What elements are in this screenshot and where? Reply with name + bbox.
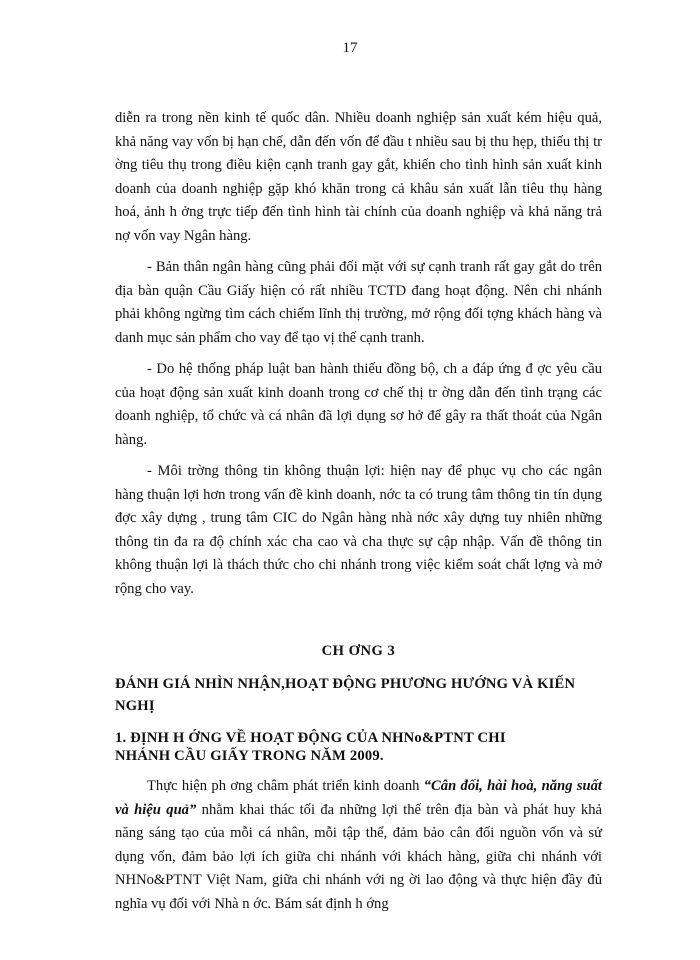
chapter-number: CH ƠNG 3 bbox=[321, 643, 396, 659]
paragraph-continuation: diễn ra trong nền kinh tế quốc dân. Nhiều doanh nghiệp sản xuất kém hiệu quả, khả năng vay vốn bị hạn chế, dẫn đến vốn để đầu t nhiều sau bị thu hẹp, thiếu thị tr ờng tiêu thụ trong điều kiện cạnh tranh gay gắt, khiến cho tình hình sản xuất kinh doanh của doanh nghiệp gặp khó khăn trong cả khâu sản xuất lẫn tiêu thụ hàng hoá, ảnh h ởng trực tiếp đến tình hình tài chính của doanh nghiệp và khả năng trả nợ vốn vay Ngân hàng. bbox=[115, 110, 602, 244]
paragraph-orientation bbox=[115, 775, 602, 916]
orientation-lead-text: Thực hiện ph ơng châm phát triển kinh doanh bbox=[147, 778, 424, 794]
paragraph-information-environment: - Môi trờng thông tin không thuận lợi: hiện nay để phục vụ cho các ngân hàng thuận lợi hơn trong vấn đề kinh doanh, nớc ta có trung tâm thông tin tín dụng đợc xây dựng , trung tâm CIC do Ngân hàng nhà nớc xây dựng tuy nhiên những thông tin đa ra độ chính xác cha cao và cha thực sự cập nhập. Vấn đề thông tin không thuận lợi là thách thức cho chi nhánh trong việc kiểm soát chất lợng và mở rộng cho vay. bbox=[115, 463, 602, 597]
chapter-title: ĐÁNH GIÁ NHÌN NHẬN,HOẠT ĐỘNG PHƯƠNG HƯỚNG VÀ KIẾN NGHỊ bbox=[115, 676, 576, 714]
orientation-motto: “Cân đối, hài hoà, năng suất và hiệu quả” bbox=[115, 778, 602, 818]
section-heading-line-2: NHÁNH CẦU GIẤY TRONG NĂM 2009. bbox=[115, 748, 384, 764]
section-heading bbox=[115, 729, 602, 765]
page-number: 17 bbox=[342, 40, 358, 56]
document-body bbox=[115, 107, 602, 924]
paragraph-bank-competition: - Bản thân ngân hàng cũng phải đối mặt với sự cạnh tranh rất gay gắt do trên địa bàn quận Cầu Giấy hiện có rất nhiều TCTD đang hoạt động. Nên chi nhánh phải không ngừng tìm cách chiếm lĩnh thị trường, mở rộng đối tợng khách hàng và danh mục sản phẩm cho vay để tạo vị thế cạnh tranh. bbox=[115, 259, 602, 346]
paragraph-legal-system: - Do hệ thống pháp luật ban hành thiếu đồng bộ, ch a đáp ứng đ ợc yêu cầu của hoạt động sản xuất kinh doanh trong cơ chế thị tr ờng dẫn đến tình trạng các doanh nghiệp, tổ chức và cá nhân đã lợi dụng sơ hở để gây ra thất thoát của Ngân hàng. bbox=[115, 361, 602, 448]
orientation-body-text: nhằm khai thác tối đa những lợi thế trên địa bàn và phát huy khả năng sáng tạo của mỗi cá nhân, mỗi tập thể, đảm bảo cân đối nguồn vốn và sử dụng vốn, đảm bảo lợi ích giữa chi nhánh với khách hàng, giữa chi nhánh với NHNo&PTNT Việt Nam, giữa chi nhánh với ng ời lao động và thực hiện đầy đủ nghĩa vụ đối với Nhà n ớc. Bám sát định h ớng bbox=[115, 801, 602, 912]
section-heading-line-1: 1. ĐỊNH H ỚNG VỀ HOẠT ĐỘNG CỦA NHNo&PTNT CHI bbox=[115, 730, 506, 746]
